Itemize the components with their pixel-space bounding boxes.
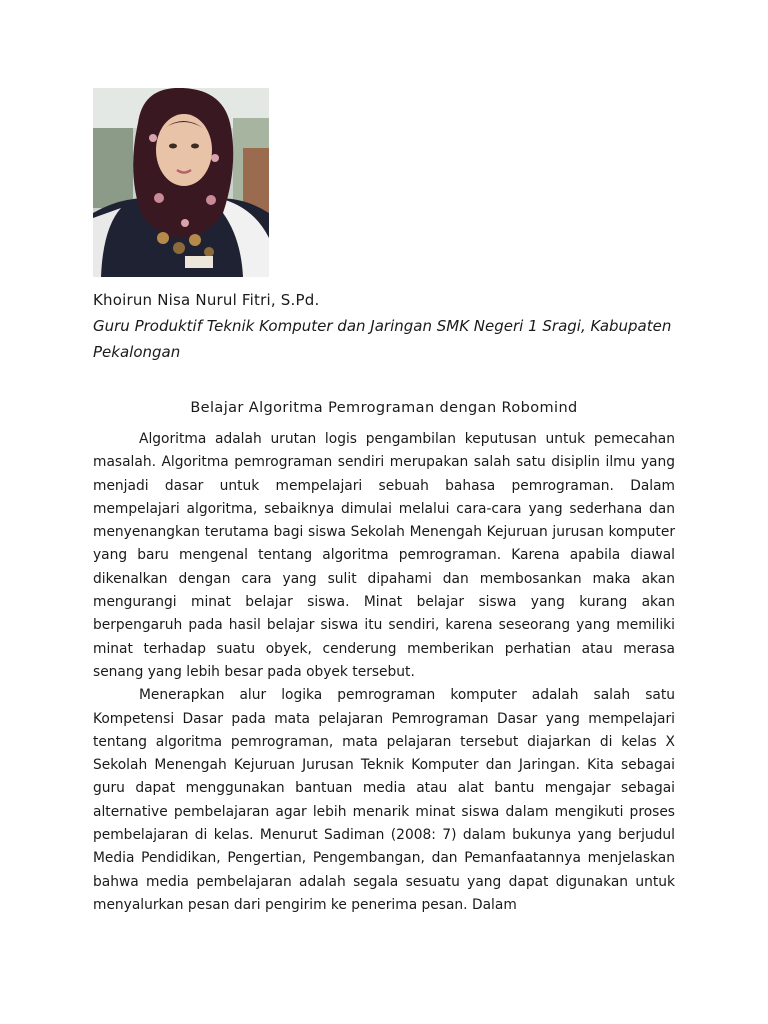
article-title: Belajar Algoritma Pemrograman dengan Robomind bbox=[190, 400, 578, 416]
article-body bbox=[93, 428, 675, 917]
author-photo bbox=[93, 88, 269, 277]
author-role: Guru Produktif Teknik Komputer dan Jaringan SMK Negeri 1 Sragi, Kabupaten Pekalongan bbox=[93, 317, 672, 361]
paragraph: Algoritma adalah urutan logis pengambilan keputusan untuk pemecahan masalah. Algoritma pemrograman sendiri merupakan salah satu disiplin ilmu yang menjadi dasar untuk mempelajari sebuah bahasa pemrograman. Dalam mempelajari algoritma, sebaiknya dimulai melalui cara-cara yang sederhana dan menyenangkan terutama bagi siswa Sekolah Menengah Kejuruan jurusan komputer yang baru mengenal tentang algoritma pemrograman. Karena apabila diawal dikenalkan dengan cara yang sulit dipahami dan membosankan maka akan mengurangi minat belajar siswa. Minat belajar siswa yang kurang akan berpengaruh pada hasil belajar siswa itu sendiri, karena seseorang yang memiliki minat terhadap suatu obyek, cenderung memberikan perhatian atau merasa senang yang lebih besar pada obyek tersebut. bbox=[93, 431, 675, 680]
author-name: Khoirun Nisa Nurul Fitri, S.Pd. bbox=[93, 291, 320, 309]
author-block bbox=[93, 287, 683, 365]
paragraph: Menerapkan alur logika pemrograman komputer adalah salah satu Kompetensi Dasar pada mata pelajaran Pemrograman Dasar yang mempelajari tentang algoritma pemrograman, mata pelajaran tersebut diajarkan di kelas X Sekolah Menengah Kejuruan Jurusan Teknik Komputer dan Jaringan. Kita sebagai guru dapat menggunakan bantuan media atau alat bantu mengajar sebagai alternative pembelajaran agar lebih menarik minat siswa dalam mengikuti proses pembelajaran di kelas. Menurut Sadiman (2008: 7) dalam bukunya yang berjudul Media Pendidikan, Pengertian, Pengembangan, dan Pemanfaatannya menjelaskan bahwa media pembelajaran adalah segala sesuatu yang dapat digunakan untuk menyalurkan pesan dari pengirim ke penerima pesan. Dalam bbox=[93, 687, 675, 913]
